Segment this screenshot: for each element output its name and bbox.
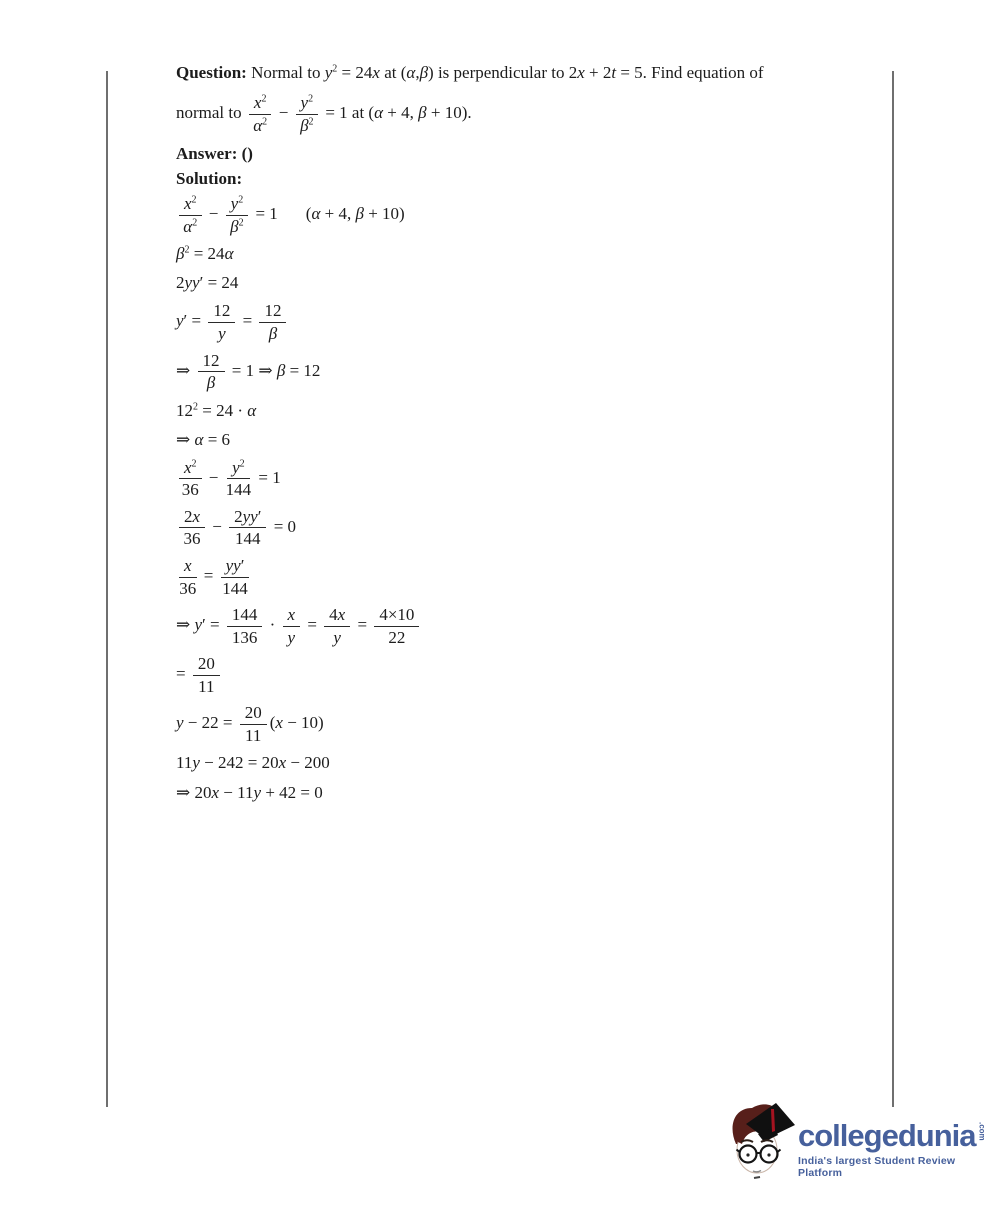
collegedunia-logo-text — [798, 1098, 993, 1179]
math-line: ⇒ y′ = $\frac{144}{136}$ · $\frac{x}{y}$ = $\frac{4x}{y}$ = $\frac{4\times 10}{22}$ — [176, 605, 876, 647]
math-line: Question: Normal to $y^2 = 24x$ at (α,β) is perpendicular to 2x + 2t = 5. Find equation of — [176, 63, 764, 82]
collegedunia-tagline: India's largest Student Review Platform — [798, 1155, 956, 1179]
math-line: $\frac{x^2}{\alpha^2}$ − $\frac{y^2}{\beta^2}$ = 1 (α + 4, β + 10) — [176, 194, 876, 236]
solution-steps — [176, 194, 876, 803]
document-content — [176, 62, 876, 811]
math-line: $\frac{x^2}{36}$ − $\frac{y^2}{144}$ = 1 — [176, 458, 876, 500]
page-border-right — [892, 71, 894, 1107]
math-line: $\beta^2 = 24\alpha$ — [176, 244, 234, 264]
math-line: y − 22 = $\frac{20}{11}$ (x − 10) — [176, 703, 324, 745]
math-line: $12^2 = 24 \cdot \alpha$ — [176, 400, 257, 420]
page-border-left — [106, 71, 108, 1107]
math-line: $\frac{x}{36}$ = $\frac{yy'}{144}$ — [179, 556, 248, 598]
collegedunia-logo — [726, 1098, 993, 1182]
math-line: 11y − 242 = 20x − 200 — [176, 753, 330, 773]
math-line: ⇒ $\frac{12}{\beta}$ = 1 ⇒ β = 12 — [176, 350, 321, 393]
math-line: normal to $\frac{x^2}{\alpha^2}$ − $\frac{y^2}{\beta^2}$ = 1 at (α + 4, β + 10). — [176, 93, 472, 135]
solution-label: Solution: — [176, 169, 243, 189]
collegedunia-mascot-icon — [726, 1098, 796, 1182]
math-line: y′ = $\frac{12}{y}$ = $\frac{12}{\beta}$ — [176, 301, 876, 343]
math-line: ⇒ 20x − 11y + 42 = 0 — [176, 782, 323, 802]
collegedunia-brand-name: collegedunia — [798, 1118, 976, 1153]
collegedunia-tld: .com — [977, 1122, 987, 1141]
math-line: = $\frac{20}{11}$ — [176, 654, 876, 696]
math-line: ⇒ α = 6 — [176, 429, 231, 449]
math-line: 2yy′ = 24 — [176, 273, 239, 293]
question-block — [176, 62, 876, 135]
math-line: $\frac{2x}{36}$ − $\frac{2yy'}{144}$ = 0 — [176, 507, 876, 549]
answer-label: Answer: () — [176, 144, 253, 164]
